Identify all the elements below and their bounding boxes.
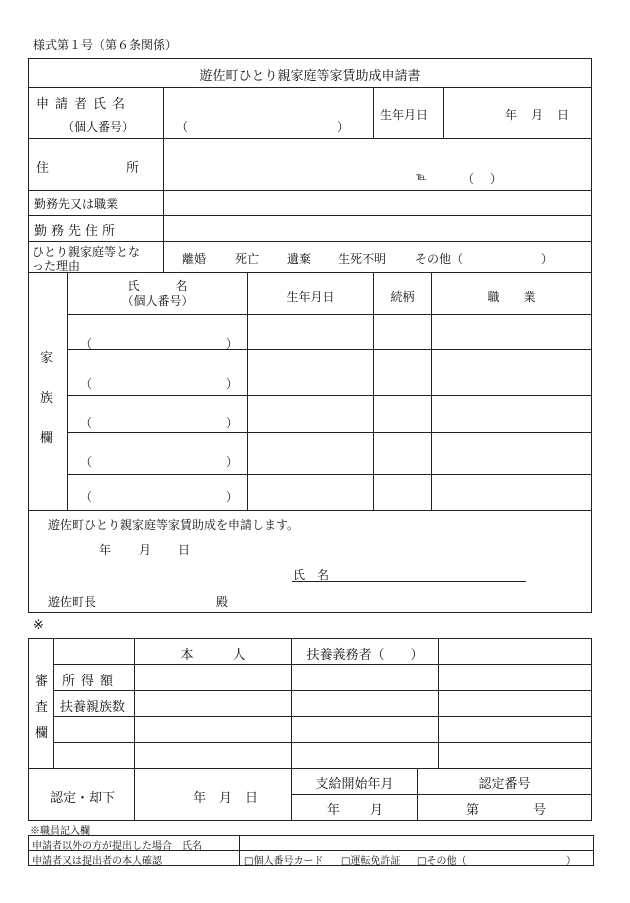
- reason-divorce[interactable]: 離婚: [182, 252, 207, 266]
- checkbox-other-close: ）: [566, 856, 576, 867]
- family-row-close: ）: [226, 416, 239, 430]
- family-row-open: （: [80, 416, 93, 430]
- start-label: 支給開始年月: [315, 777, 394, 792]
- tel-icon: ℡: [416, 172, 427, 183]
- occupation-field[interactable]: [164, 191, 590, 214]
- family-row-5-field[interactable]: [68, 475, 591, 509]
- cert-prefix: 第: [466, 803, 480, 818]
- family-side-label-1: 家: [40, 351, 54, 366]
- family-row-open: （: [80, 337, 93, 351]
- reason-abandonment[interactable]: 遺棄: [287, 252, 312, 266]
- family-row-4-field[interactable]: [68, 433, 591, 473]
- applicant-name-label: 申請者氏名: [36, 97, 132, 112]
- signature-label: 氏 名: [293, 568, 330, 582]
- birth-day: 日: [557, 108, 570, 122]
- family-row-open: （: [80, 490, 93, 504]
- tel-close: ）: [490, 172, 503, 186]
- family-row-close: ）: [226, 337, 239, 351]
- checkbox-drivers-license[interactable]: □運転免許証: [341, 856, 401, 867]
- declaration-month: 月: [139, 543, 152, 557]
- decision-day: 日: [245, 791, 259, 806]
- form-title: 遊佐町ひとり親家庭等家賃助成申請書: [199, 69, 421, 84]
- cert-label: 認定番号: [478, 777, 531, 792]
- family-row-3-field[interactable]: [68, 396, 591, 431]
- staff-row1-label: 申請者以外の方が提出した場合 氏名: [32, 841, 202, 852]
- applicant-id-label: （個人番号）: [62, 120, 135, 134]
- declaration-year: 年: [99, 543, 112, 557]
- declaration-day: 日: [178, 543, 191, 557]
- reason-other[interactable]: その他（: [415, 252, 464, 266]
- family-row-close: ）: [226, 490, 239, 504]
- note-mark: ※: [33, 618, 44, 633]
- birth-year: 年: [505, 108, 518, 122]
- cert-suffix: 号: [533, 803, 547, 818]
- family-row-open: （: [80, 377, 93, 391]
- review-col-self: 本 人: [180, 648, 246, 663]
- address-label-1: 住: [36, 161, 50, 176]
- form-number: 様式第１号（第６条関係）: [33, 38, 178, 52]
- birth-month: 月: [531, 108, 544, 122]
- family-row-2-field[interactable]: [68, 350, 591, 394]
- declaration-text: 遊佐町ひとり親家庭等家賃助成を申請します。: [48, 518, 300, 532]
- family-row-close: ）: [226, 377, 239, 391]
- start-month: 月: [370, 803, 384, 818]
- family-row-open: （: [80, 455, 93, 469]
- mayor-label: 遊佐町長: [48, 595, 97, 609]
- review-side-label-3: 欄: [35, 726, 49, 741]
- start-year: 年: [327, 803, 341, 818]
- applicant-id-close: ）: [337, 120, 350, 134]
- honorific: 殿: [216, 595, 229, 609]
- reason-death[interactable]: 死亡: [235, 252, 260, 266]
- signature-line: [292, 581, 526, 582]
- reason-label-1: ひとり親家庭等とな: [32, 245, 141, 259]
- applicant-name-field[interactable]: [164, 88, 372, 137]
- address-label-2: 所: [126, 161, 140, 176]
- decision-year: 年: [193, 791, 207, 806]
- birthdate-field[interactable]: [444, 88, 590, 137]
- occupation-label: 勤務先又は職業: [34, 197, 119, 211]
- family-header-id: （個人番号）: [121, 294, 194, 308]
- staff-row2-label: 申請者又は提出者の本人確認: [32, 856, 162, 867]
- staff-title: ※職員記入欄: [30, 826, 90, 837]
- review-side-label-2: 査: [35, 700, 49, 715]
- reason-label-2: った理由: [32, 259, 81, 273]
- family-row-close: ）: [226, 455, 239, 469]
- family-header-name: 氏 名: [127, 279, 188, 293]
- decision-label: 認定・却下: [50, 791, 116, 806]
- work-address-field[interactable]: [164, 216, 590, 240]
- birthdate-label: 生年月日: [380, 108, 429, 122]
- family-row-1-field[interactable]: [68, 315, 591, 348]
- family-side-label-3: 欄: [40, 431, 54, 446]
- reason-other-close: ）: [541, 252, 554, 266]
- review-side-label-1: 審: [35, 674, 49, 689]
- family-header-relation: 続柄: [390, 290, 415, 304]
- family-side-label-2: 族: [40, 391, 54, 406]
- family-header-birth: 生年月日: [286, 290, 335, 304]
- review-col-support: 扶養義務者（ ）: [306, 648, 424, 663]
- review-row-income: 所得額: [62, 674, 120, 689]
- address-field[interactable]: [164, 139, 590, 189]
- review-row-dependents: 扶養親族数: [60, 700, 126, 715]
- checkbox-other[interactable]: □その他（: [417, 856, 467, 867]
- work-address-label: 勤務先住所: [34, 224, 120, 239]
- checkbox-mynumber-card[interactable]: □個人番号カード: [244, 856, 324, 867]
- reason-missing[interactable]: 生死不明: [338, 252, 387, 266]
- signature-field[interactable]: [335, 562, 525, 580]
- submitter-name-field[interactable]: [240, 836, 592, 849]
- tel-open: （: [462, 172, 475, 186]
- family-header-job: 職 業: [487, 290, 536, 304]
- applicant-id-open: （: [176, 120, 189, 134]
- decision-month: 月: [219, 791, 233, 806]
